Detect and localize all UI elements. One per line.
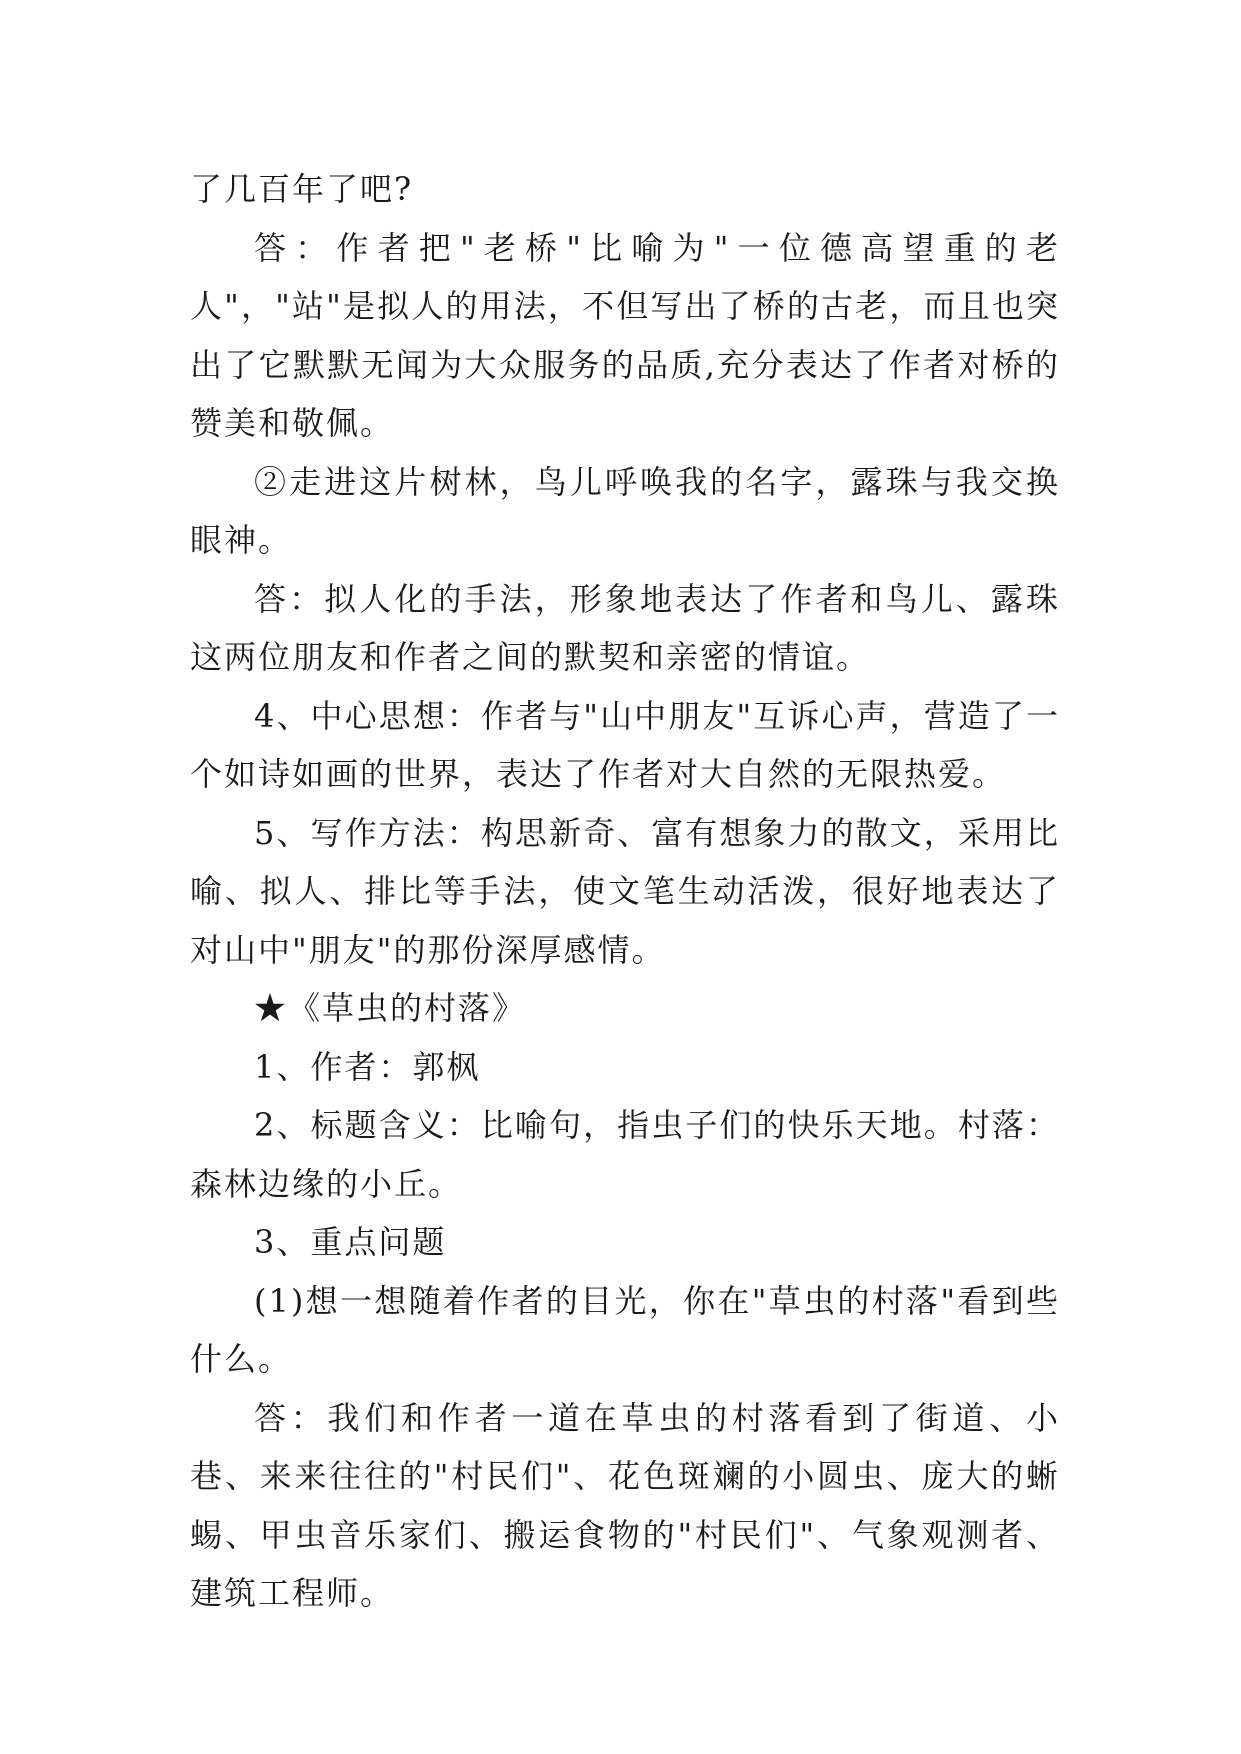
paragraph-key-questions: 3、重点问题: [254, 1223, 447, 1261]
paragraph-title-meaning: 2、标题含义：比喻句，指虫子们的快乐天地。村落：森林边缘的小丘。: [190, 1106, 1060, 1203]
paragraph-answer-forest: 答：拟人化的手法，形象地表达了作者和鸟儿、露珠这两位朋友和作者之间的默契和亲密的情谊。: [190, 579, 1060, 676]
document-body: [190, 160, 1060, 1623]
paragraph-answer-village: 答：我们和作者一道在草虫的村落看到了街道、小巷、来来往往的"村民们"、花色斑斓的小圆虫、庞大的蜥蜴、甲虫音乐家们、搬运食物的"村民们"、气象观测者、建筑工程师。: [190, 1398, 1060, 1612]
section-heading: ★《草虫的村落》: [254, 989, 527, 1027]
paragraph-writing-method: 5、写作方法：构思新奇、富有想象力的散文，采用比喻、拟人、排比等手法，使文笔生动活泼，很好地表达了对山中"朋友"的那份深厚感情。: [190, 813, 1060, 969]
paragraph-author: 1、作者：郭枫: [254, 1047, 481, 1086]
paragraph-continuation: 了几百年了吧?: [190, 170, 414, 208]
paragraph-question-1: (1)想一想随着作者的目光，你在"草虫的村落"看到些什么。: [190, 1281, 1060, 1378]
paragraph-example-forest: ②走进这片树林，鸟儿呼唤我的名字，露珠与我交换眼神。: [190, 462, 1060, 559]
paragraph-central-idea: 4、中心思想：作者与"山中朋友"互诉心声，营造了一个如诗如画的世界，表达了作者对大自然的无限热爱。: [190, 696, 1060, 793]
paragraph-answer-bridge: 答：作者把"老桥"比喻为"一位德高望重的老人"，"站"是拟人的用法，不但写出了桥的古老，而且也突出了它默默无闻为大众服务的品质,充分表达了作者对桥的赞美和敬佩。: [190, 228, 1060, 442]
